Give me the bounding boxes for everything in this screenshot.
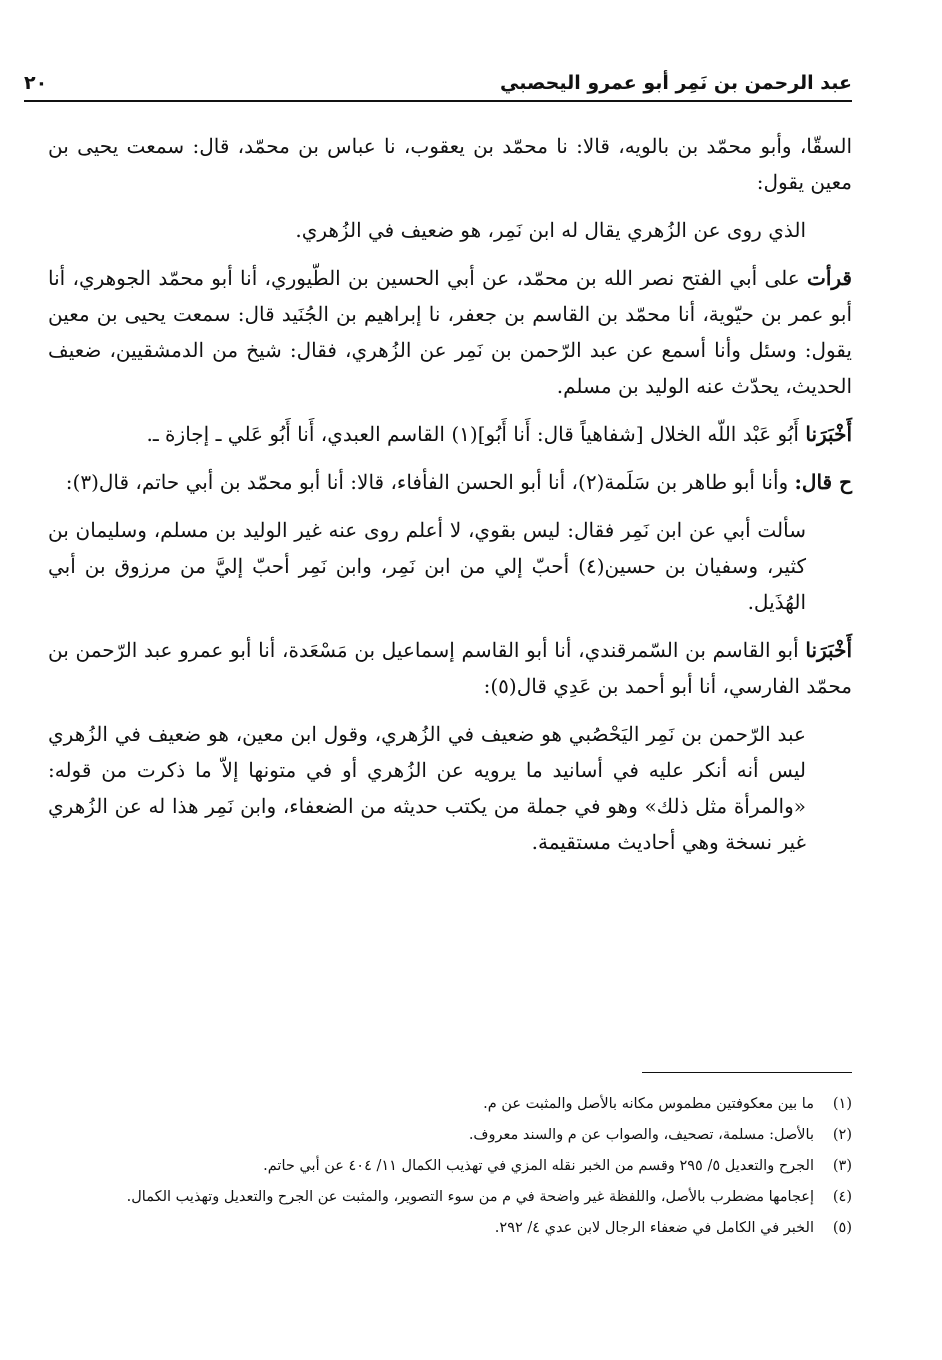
footnote	[48, 1216, 852, 1241]
running-title: عبد الرحمن بن نَمِر أبو عمرو اليحصبي	[499, 72, 852, 94]
footnote-text: إعجامها مضطرب بالأصل، واللفظة غير واضحة في م من سوء التصوير، والمثبت عن الجرح والتعديل وتهذيب الكمال.	[126, 1189, 814, 1205]
paragraph-text: وأنا أبو طاهر بن سَلَمة(٢)، أنا أبو الحسن الفأفاء، قالا: أنا أبو محمّد بن أبي حاتم، قال(٣):	[65, 470, 795, 494]
paragraph	[48, 128, 852, 200]
paragraph	[48, 416, 852, 452]
footnote	[48, 1092, 852, 1117]
main-text	[48, 128, 852, 872]
footnote-number: (١)	[832, 1096, 852, 1112]
footnote-number: (٣)	[832, 1158, 852, 1174]
paragraph-text: أَبُو عَبْد اللّه الخلال [شفاهياً قال: أَنا أَبُو](١) القاسم العبدي، أَنا أَبُو عَلي ـ إجازة ـ.	[146, 422, 806, 446]
paragraph-lead: أَخْبَرَنا	[805, 638, 852, 662]
quoted-paragraph	[48, 512, 852, 620]
paragraph-text: على أبي الفتح نصر الله بن محمّد، عن أبي الحسين بن الطّيوري، أنا أبو محمّد الجوهري، أنا أبو عمر بن حيّوية، أنا محمّد بن القاسم بن جعفر، نا إبراهيم بن الجُنَيد قال: سمعت يحيى بن معين يقول: وسئل وأنا أسمع عن عبد الرّحمن بن نَمِر عن الزُهري، فقال: شيخ من الدمشقيين، ضعيف الحديث، يحدّث عنه الوليد بن مسلم.	[48, 266, 852, 398]
paragraph-text: سألت أبي عن ابن نَمِر فقال: ليس بقوي، لا أعلم روى عنه غير الوليد بن مسلم، وسليمان بن كثير، وسفيان بن حسين(٤) أحبّ إلي من ابن نَمِر، وابن نَمِر أحبّ إليَّ من مرزوق بن أبي الهُذَيل.	[48, 518, 807, 614]
footnote-number: (٤)	[832, 1189, 852, 1205]
footnote-text: الخبر في الكامل في ضعفاء الرجال لابن عدي ٤/ ٢٩٢.	[494, 1220, 814, 1236]
paragraph-lead: أَخْبَرَنا	[805, 422, 852, 446]
footnote-text: الجرح والتعديل ٥/ ٢٩٥ وقسم من الخبر نقله المزي في تهذيب الكمال ١١/ ٤٠٤ عن أبي حاتم.	[263, 1158, 814, 1174]
paragraph-text: السقّا، وأبو محمّد بن بالويه، قالا: نا محمّد بن يعقوب، نا عباس بن محمّد، قال: سمعت يحيى بن معين يقول:	[48, 134, 852, 194]
footnote-number: (٥)	[832, 1220, 852, 1236]
quoted-paragraph	[48, 716, 852, 860]
page-header	[24, 66, 852, 102]
footnote-number: (٢)	[832, 1127, 852, 1143]
paragraph-text: عبد الرّحمن بن نَمِر اليَحْصُبي هو ضعيف في الزُهري، وقول ابن معين، هو ضعيف في الزُهري ليس أنه أنكر عليه في أسانيد ما يرويه عن الزُهري أو في متونها إلاّ ما ذكرت من قوله: «والمرأة مثل ذلك» وهو في جملة من يكتب حديثه من الضعفاء، وابن نَمِر هذا له عن الزُهري غير نسخة وهي أحاديث مستقيمة.	[48, 722, 806, 854]
footnote-text: بالأصل: مسلمة، تصحيف، والصواب عن م والسند معروف.	[468, 1127, 814, 1143]
paragraph-text: الذي روى عن الزُهري يقال له ابن نَمِر، هو ضعيف في الزُهري.	[295, 218, 806, 242]
footnote	[48, 1123, 852, 1148]
paragraph-lead: قرأت	[807, 266, 852, 290]
paragraph-lead: ح قال:	[794, 470, 852, 494]
quoted-paragraph	[48, 212, 852, 248]
footnotes	[48, 1092, 852, 1247]
paragraph	[48, 260, 852, 404]
paragraph-text: أبو القاسم بن السّمرقندي، أنا أبو القاسم إسماعيل بن مَسْعَدة، أنا أبو عمرو عبد الرّحمن بن محمّد الفارسي، أنا أبو أحمد بن عَدِي قال(٥):	[48, 638, 852, 698]
footnote-divider	[642, 1072, 852, 1073]
paragraph	[48, 632, 852, 704]
page-number: ٢٠	[24, 72, 48, 94]
footnote	[48, 1185, 852, 1210]
footnote	[48, 1154, 852, 1179]
paragraph	[48, 464, 852, 500]
footnote-text: ما بين معكوفتين مطموس مكانه بالأصل والمثبت عن م.	[483, 1096, 814, 1112]
